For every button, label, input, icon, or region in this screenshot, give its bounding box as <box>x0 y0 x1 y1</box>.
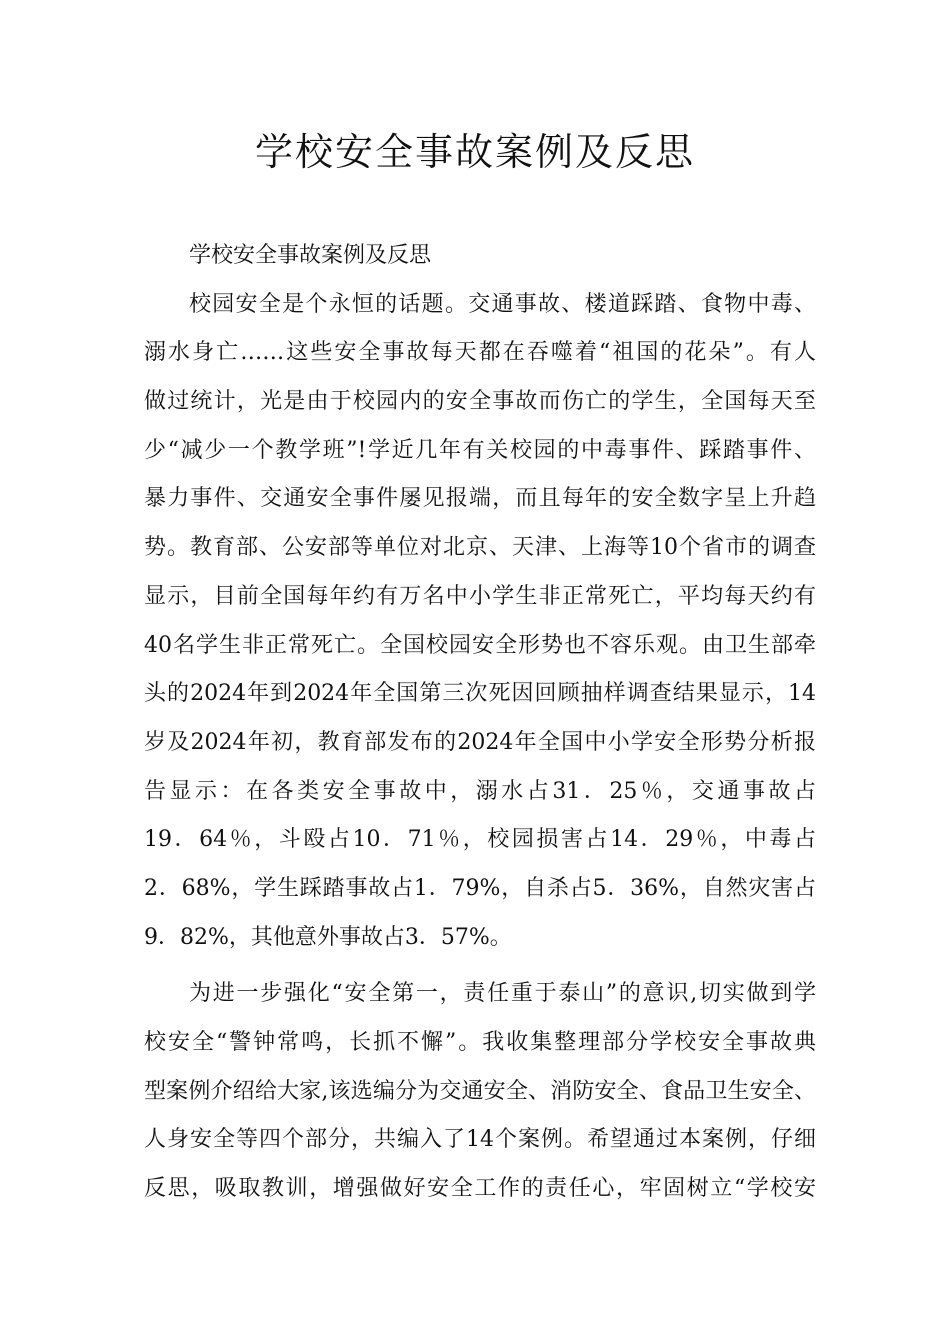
paragraph-line: 显示，目前全国每年约有万名中小学生非正常死亡，平均每天约有 <box>144 583 816 609</box>
paragraph-line: 校园安全是个永恒的话题。交通事故、楼道踩踏、食物中毒、 <box>189 291 816 317</box>
paragraph-line: 为进一步强化“安全第一，责任重于泰山”的意识,切实做到学 <box>189 981 816 1007</box>
paragraph-line: 9．82%，其他意外事故占3．57%。 <box>144 924 512 950</box>
paragraph-line: 19．64％，斗殴占10．71％，校园损害占14．29％，中毒占 <box>144 827 816 853</box>
paragraph-line: 40名学生非正常死亡。全国校园安全形势也不容乐观。由卫生部牵 <box>144 632 816 658</box>
paragraph-line: 2．68%，学生踩踏事故占1．79%，自杀占5．36%，自然灾害占 <box>144 875 816 901</box>
paragraph-line: 校安全“警钟常鸣，长抓不懈”。我收集整理部分学校安全事故典 <box>144 1030 816 1055</box>
paragraph-line: 型案例介绍给大家,该选编分为交通安全、消防安全、食品卫生安全、 <box>144 1078 816 1104</box>
paragraph-line: 岁及2024年初，教育部发布的2024年全国中小学安全形势分析报 <box>144 729 816 755</box>
document-body <box>144 232 816 1214</box>
paragraph-line: 少“减少一个教学班”!学近几年有关校园的中毒事件、踩踏事件、 <box>144 437 816 463</box>
paragraph-line: 暴力事件、交通安全事件屡见报端，而且每年的安全数字呈上升趋 <box>144 486 816 512</box>
paragraph-line: 做过统计，光是由于校园内的安全事故而伤亡的学生，全国每天至 <box>144 389 816 415</box>
paragraph-line: 溺水身亡……这些安全事故每天都在吞噬着“祖国的花朵”。有人 <box>144 340 816 366</box>
paragraph-line: 告显示：在各类安全事故中，溺水占31．25％，交通事故占 <box>144 778 816 804</box>
subtitle-line: 学校安全事故案例及反思 <box>189 243 432 268</box>
paragraph-line: 反思，吸取教训，增强做好安全工作的责任心，牢固树立“学校安 <box>144 1176 816 1202</box>
document-title: 学校安全事故案例及反思 <box>254 130 695 174</box>
paragraph-line: 头的2024年到2024年全国第三次死因回顾抽样调查结果显示，14 <box>144 681 816 707</box>
paragraph-line: 人身安全等四个部分，共编入了14个案例。希望通过本案例，仔细 <box>144 1127 816 1153</box>
paragraph-line: 势。教育部、公安部等单位对北京、天津、上海等10个省市的调查 <box>144 535 816 561</box>
